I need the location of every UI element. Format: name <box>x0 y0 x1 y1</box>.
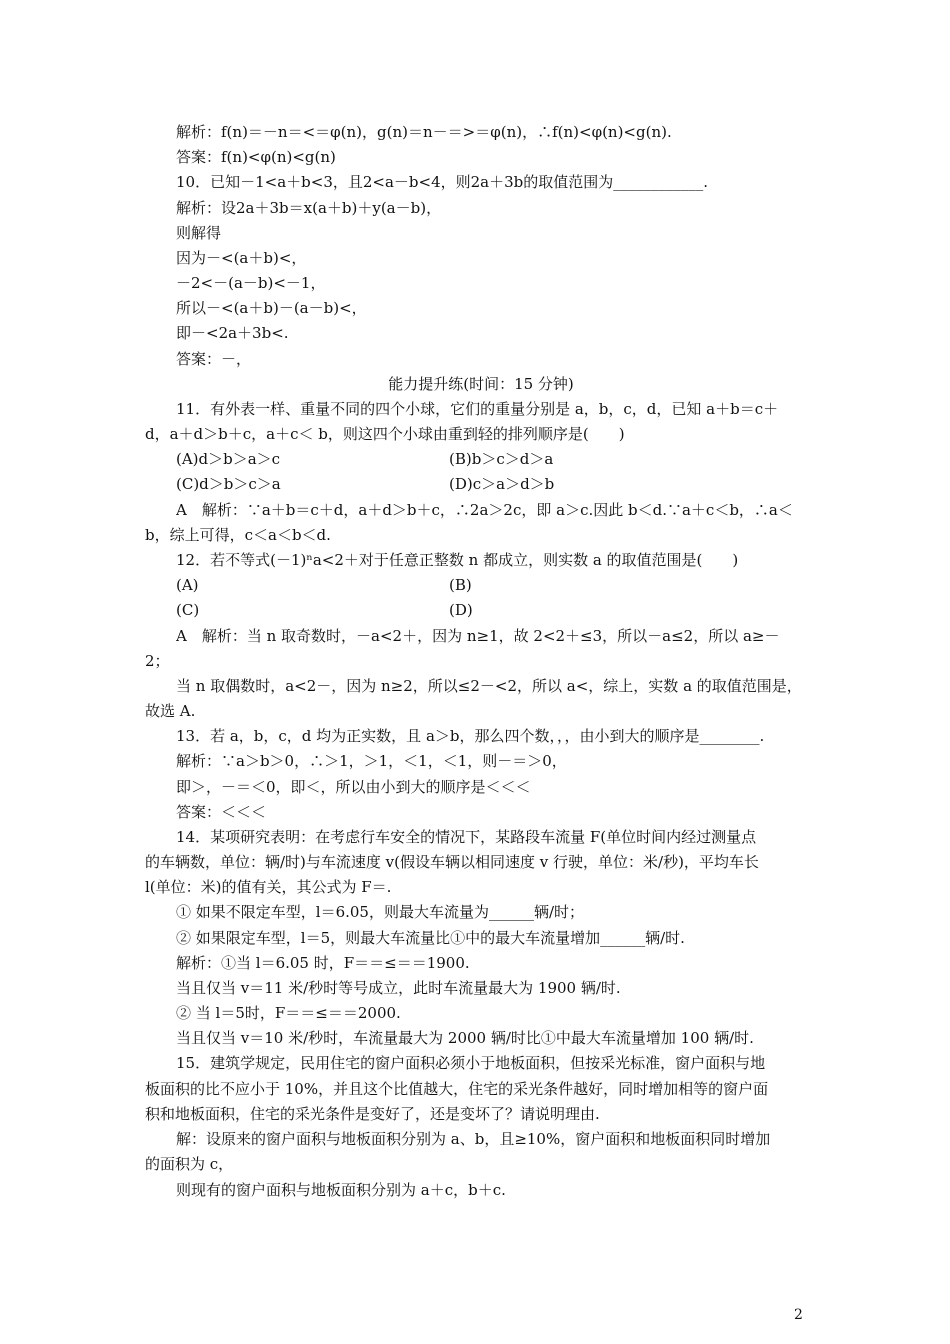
text-line: 解析：f(n)＝－n＝<＝φ(n)，g(n)＝n－＝>＝φ(n)，∴f(n)<φ(n)<g(n). <box>176 123 672 141</box>
page-number: 2 <box>794 1307 803 1323</box>
text-line: b，综上可得，c＜a＜b＜d. <box>145 526 331 544</box>
text-line: ② 如果限定车型，l＝5，则最大车流量比①中的最大车流量增加______辆/时. <box>176 929 685 947</box>
option-b: (B) <box>449 576 472 594</box>
text-line: －2<－(a－b)<－1， <box>176 274 326 292</box>
question-text: 12．若不等式(－1)ⁿa<2＋对于任意正整数 n 都成立，则实数 a 的取值范围是( ) <box>176 551 739 569</box>
option-b: (B)b＞c＞d＞a <box>449 450 554 468</box>
text-line: 则现有的窗户面积与地板面积分别为 a＋c，b＋c. <box>176 1181 506 1199</box>
text-line: 即－<2a＋3b<. <box>176 324 289 342</box>
option-a: (A)d＞b＞a＞c <box>176 450 281 468</box>
text-line: ② 当 l＝5时，F＝＝≤＝＝2000. <box>176 1004 401 1022</box>
option-d: (D) <box>449 601 473 619</box>
text-line: 解析：∵a＞b＞0，∴＞1，＞1，＜1，＜1，则－＝＞0， <box>176 752 567 770</box>
text-line: 答案：－， <box>176 350 252 368</box>
question-text: 13．若 a，b，c，d 均为正实数，且 a＞b，那么四个数，，，由小到大的顺序是________. <box>176 727 765 745</box>
question-text: 板面积的比不应小于 10%，并且这个比值越大，住宅的采光条件越好，同时增加相等的窗户面 <box>145 1080 769 1098</box>
text-line: 故选 A. <box>145 702 196 720</box>
text-line: 当且仅当 v＝10 米/秒时，车流量最大为 2000 辆/时比①中最大车流量增加 100 辆/时. <box>176 1029 754 1047</box>
text-line: 的面积为 c， <box>145 1155 234 1173</box>
question-text: d，a＋d＞b＋c，a＋c＜ b，则这四个小球由重到轻的排列顺序是( ) <box>145 425 625 443</box>
question-text: 积和地板面积，住宅的采光条件是变好了，还是变坏了？请说明理由. <box>145 1105 600 1123</box>
question-text: 的车辆数，单位：辆/时)与车流速度 v(假设车辆以相同速度 v 行驶，单位：米/秒)，平均车长 <box>145 853 759 871</box>
question-text: l(单位：米)的值有关，其公式为 F＝. <box>145 878 392 896</box>
section-heading: 能力提升练(时间：15 分钟) <box>388 375 574 393</box>
question-text: 15．建筑学规定，民用住宅的窗户面积必须小于地板面积，但按采光标准，窗户面积与地 <box>176 1054 766 1072</box>
text-line: 则解得 <box>176 224 222 242</box>
text-line: 解：设原来的窗户面积与地板面积分别为 a、b，且≥10%，窗户面积和地板面积同时增加 <box>176 1130 771 1148</box>
option-c: (C)d＞b＞c＞a <box>176 475 281 493</box>
text-line: 即＞，－＝＜0，即＜，所以由小到大的顺序是＜＜＜ <box>176 778 531 796</box>
text-line: A 解析：当 n 取奇数时，－a<2＋，因为 n≥1，故 2<2＋≤3，所以－a≤2，所以 a≥－ <box>176 627 780 645</box>
option-c: (C) <box>176 601 200 619</box>
option-a: (A) <box>176 576 199 594</box>
text-line: ① 如果不限定车型，l＝6.05，则最大车流量为______辆/时； <box>176 903 585 921</box>
text-line: 解析：设2a＋3b＝x(a＋b)＋y(a－b)， <box>176 199 442 217</box>
text-line: 当且仅当 v＝11 米/秒时等号成立，此时车流量最大为 1900 辆/时. <box>176 979 621 997</box>
text-line: 因为－<(a＋b)<， <box>176 249 307 267</box>
question-text: 14．某项研究表明：在考虑行车安全的情况下，某路段车流量 F(单位时间内经过测量点 <box>176 828 757 846</box>
text-line: 2； <box>145 652 170 670</box>
text-line: A 解析：∵a＋b＝c＋d，a＋d＞b＋c，∴2a＞2c，即 a＞c.因此 b＜d.∵a＋c＜b，∴a＜ <box>176 501 793 519</box>
text-line: 答案：f(n)<φ(n)<g(n) <box>176 148 336 166</box>
text-line: 当 n 取偶数时，a<2－，因为 n≥2，所以≤2－<2，所以 a<，综上，实数 a 的取值范围是， <box>176 677 802 695</box>
option-d: (D)c＞a＞d＞b <box>449 475 555 493</box>
text-line: 答案：＜＜＜ <box>176 803 267 821</box>
text-line: 解析：①当 l＝6.05 时，F＝＝≤＝＝1900. <box>176 954 470 972</box>
text-line: 10．已知－1<a＋b<3，且2<a－b<4，则2a＋3b的取值范围为____________. <box>176 173 709 191</box>
question-text: 11．有外表一样、重量不同的四个小球，它们的重量分别是 a，b，c，d，已知 a＋b＝c＋ <box>176 400 779 418</box>
text-line: 所以－<(a＋b)－(a－b)<， <box>176 299 367 317</box>
